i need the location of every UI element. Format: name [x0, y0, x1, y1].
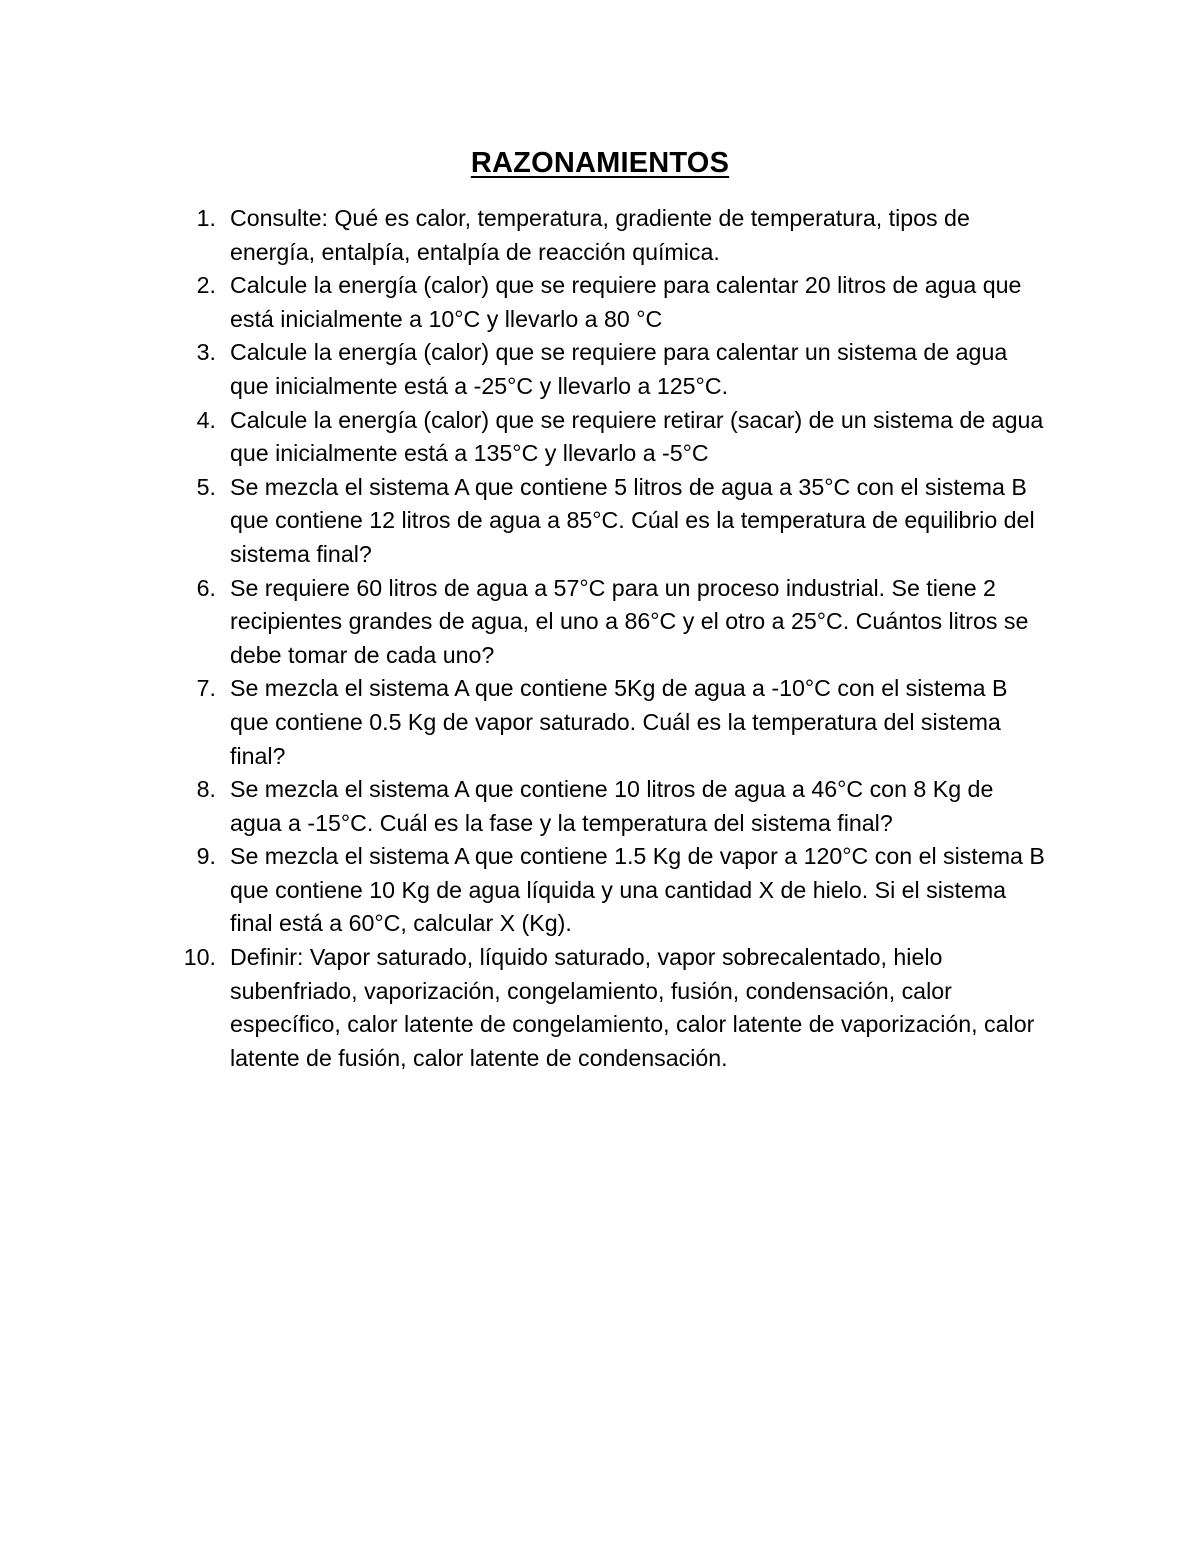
list-item [0, 471, 1045, 572]
list-item [0, 404, 1045, 471]
item-text: Se mezcla el sistema A que contiene 10 litros de agua a 46°C con 8 Kg de agua a -15°C. Cuál es la fase y la temperatura del sistema final? [230, 776, 994, 836]
list-item [0, 840, 1045, 941]
item-number: 4. [196, 406, 216, 433]
item-text: Se mezcla el sistema A que contiene 5 litros de agua a 35°C con el sistema B que contiene 12 litros de agua a 85°C. Cúal es la temperatura de equilibrio del sistema final? [230, 473, 1035, 567]
item-number: 9. [196, 843, 216, 870]
item-number: 2. [196, 272, 216, 299]
item-text: Definir: Vapor saturado, líquido saturado, vapor sobrecalentado, hielo subenfriado, vaporización, congelamiento, fusión, condensación, calor específico, calor latente de congelamiento, calor latente de vaporización, calor latente de fusión, calor latente de condensación. [230, 944, 1035, 1071]
list-item [0, 269, 1045, 336]
list-item [0, 672, 1045, 773]
item-number: 10. [183, 944, 216, 971]
item-text: Calcule la energía (calor) que se requiere retirar (sacar) de un sistema de agua que inicialmente está a 135°C y llevarlo a -5°C [230, 406, 1044, 467]
item-text: Se mezcla el sistema A que contiene 1.5 Kg de vapor a 120°C con el sistema B que contiene 10 Kg de agua líquida y una cantidad X de hielo. Si el sistema final está a 60°C, calcular X (Kg). [230, 843, 1045, 937]
item-text: Se mezcla el sistema A que contiene 5Kg de agua a -10°C con el sistema B que contiene 0.5 Kg de vapor saturado. Cuál es la temperatura del sistema final? [230, 675, 1008, 769]
item-text: Calcule la energía (calor) que se requiere para calentar un sistema de agua que inicialmente está a -25°C y llevarlo a 125°C. [230, 339, 1008, 399]
item-number: 8. [196, 776, 216, 803]
document-title-text: RAZONAMIENTOS [470, 147, 730, 179]
list-item [0, 202, 1045, 269]
item-text: Calcule la energía (calor) que se requiere para calentar 20 litros de agua que está inicialmente a 10°C y llevarlo a 80 °C [230, 272, 1022, 332]
item-number: 1. [196, 205, 216, 231]
item-number: 6. [196, 574, 216, 601]
item-number: 5. [196, 473, 216, 500]
item-number: 7. [196, 675, 216, 702]
item-text: Se requiere 60 litros de agua a 57°C para un proceso industrial. Se tiene 2 recipientes grandes de agua, el uno a 86°C y el otro a 25°C. Cuántos litros se debe tomar de cada uno? [230, 574, 1029, 668]
exercise-list [0, 202, 1200, 1075]
item-text: Consulte: Qué es calor, temperatura, gradiente de temperatura, tipos de energía, entalpía, entalpía de reacción química. [230, 205, 970, 265]
document-title [0, 143, 1200, 183]
list-item [0, 773, 1045, 840]
item-number: 3. [196, 339, 216, 366]
list-item [0, 336, 1045, 403]
list-item [0, 941, 1045, 1075]
list-item [0, 572, 1045, 673]
